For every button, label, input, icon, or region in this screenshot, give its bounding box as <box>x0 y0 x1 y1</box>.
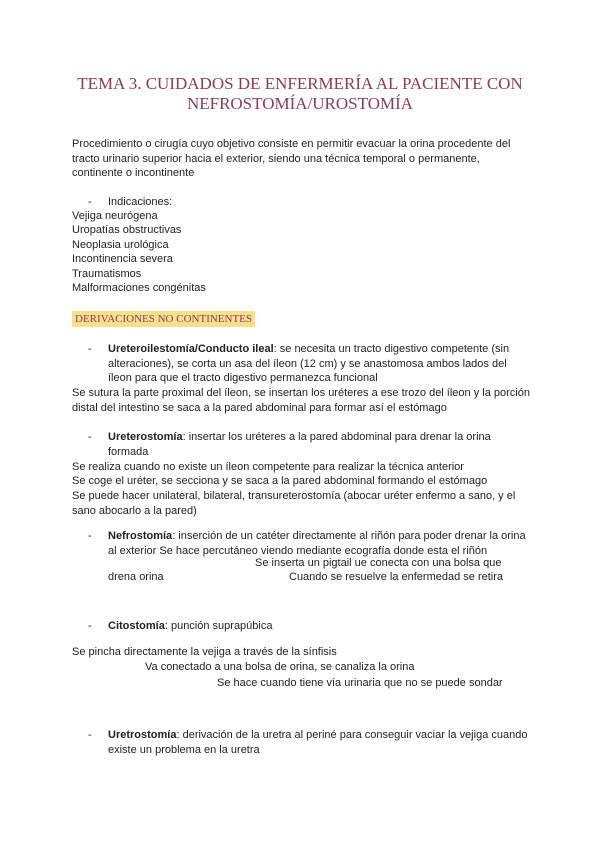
item-ureteroilestomia <box>108 342 528 386</box>
item-citostomia <box>108 619 528 634</box>
item-term: Ureterostomía <box>108 431 183 443</box>
item-note: drena orina <box>108 571 164 583</box>
section-heading: DERIVACIONES NO CONTINENTES <box>72 311 255 327</box>
item-note: Cuando se resuelve la enfermedad se retira <box>289 571 504 583</box>
bullet-dash: - <box>88 431 92 443</box>
item-note: Se pincha directamente la vejiga a través de la sínfisis <box>72 646 337 658</box>
item-desc: : se necesita un tracto digestivo competente (sin alteraciones), se corta un asa del íleon (12 cm) y se anastomosa ambos lados del íleon para que el tracto digestivo permanezca funcional <box>108 343 510 384</box>
indicaciones-label: Indicaciones: <box>108 196 173 208</box>
item-desc: : derivación de la uretra al periné para conseguir vaciar la vejiga cuando existe un problema en la uretra <box>108 729 528 756</box>
item-note: Se inserta un pigtail ue conecta con una bolsa que <box>255 557 502 569</box>
intro-paragraph: Procedimiento o cirugía cuyo objetivo consiste en permitir evacuar la orina procedente del tracto urinario superior hacia el exterior, siendo una técnica temporal o permanente, continente o incontinente <box>72 138 511 179</box>
item-term: Uretrostomía <box>108 729 177 741</box>
item-note: Se hace cuando tiene vía urinaria que no se puede sondar <box>217 677 503 689</box>
list-item: Incontinencia severa <box>72 253 173 265</box>
item-desc: : insertar los uréteres a la pared abdominal para drenar la orina formada <box>108 431 491 458</box>
item-desc: : inserción de un catéter directamente al riñón para poder drenar la orina al exterior Se hace percutáneo viendo mediante ecografía donde esta el riñón <box>108 530 526 557</box>
page-title <box>60 74 540 114</box>
item-nefrostomia <box>108 529 528 558</box>
list-item: Traumatismos <box>72 268 142 280</box>
item-note: Se sutura la parte proximal del íleon, se insertan los uréteres a ese trozo del íleon y la porción distal del intestino se saca a la pared abdominal para formar así el estómago <box>72 387 530 414</box>
title-line-2: NEFROSTOMÍA/UROSTOMÍA <box>186 94 414 113</box>
item-ureterostomia <box>108 430 528 459</box>
item-term: Ureteroilestomía/Conducto ileal <box>108 343 274 355</box>
item-note: Va conectado a una bolsa de orina, se canaliza la orina <box>145 661 415 673</box>
item-term: Citostomía <box>108 620 165 632</box>
item-uretrostomia <box>108 728 528 757</box>
item-term: Nefrostomía <box>108 530 173 542</box>
item-desc: : punción suprapúbica <box>164 620 273 632</box>
bullet-dash: - <box>88 620 92 632</box>
list-item: Malformaciones congénitas <box>72 282 206 294</box>
bullet-dash: - <box>88 729 92 741</box>
bullet-dash: - <box>88 343 92 355</box>
item-note: Se coge el uréter, se secciona y se saca a la pared abdominal formando el estómago <box>72 475 488 487</box>
bullet-dash: - <box>88 530 92 542</box>
title-line-1: TEMA 3. CUIDADOS DE ENFERMERÍA AL PACIENTE CON <box>77 74 523 93</box>
list-item: Neoplasia urológica <box>72 239 169 251</box>
item-note: Se puede hacer unilateral, bilateral, transureterostomía (abocar uréter enfermo a sano, y el sano abocarlo a la pared) <box>72 490 516 517</box>
bullet-dash: - <box>88 196 92 208</box>
item-note: Se realiza cuando no existe un íleon competente para realizar la técnica anterior <box>72 461 464 473</box>
list-item: Vejiga neurógena <box>72 210 158 222</box>
list-item: Uropatías obstructivas <box>72 224 182 236</box>
